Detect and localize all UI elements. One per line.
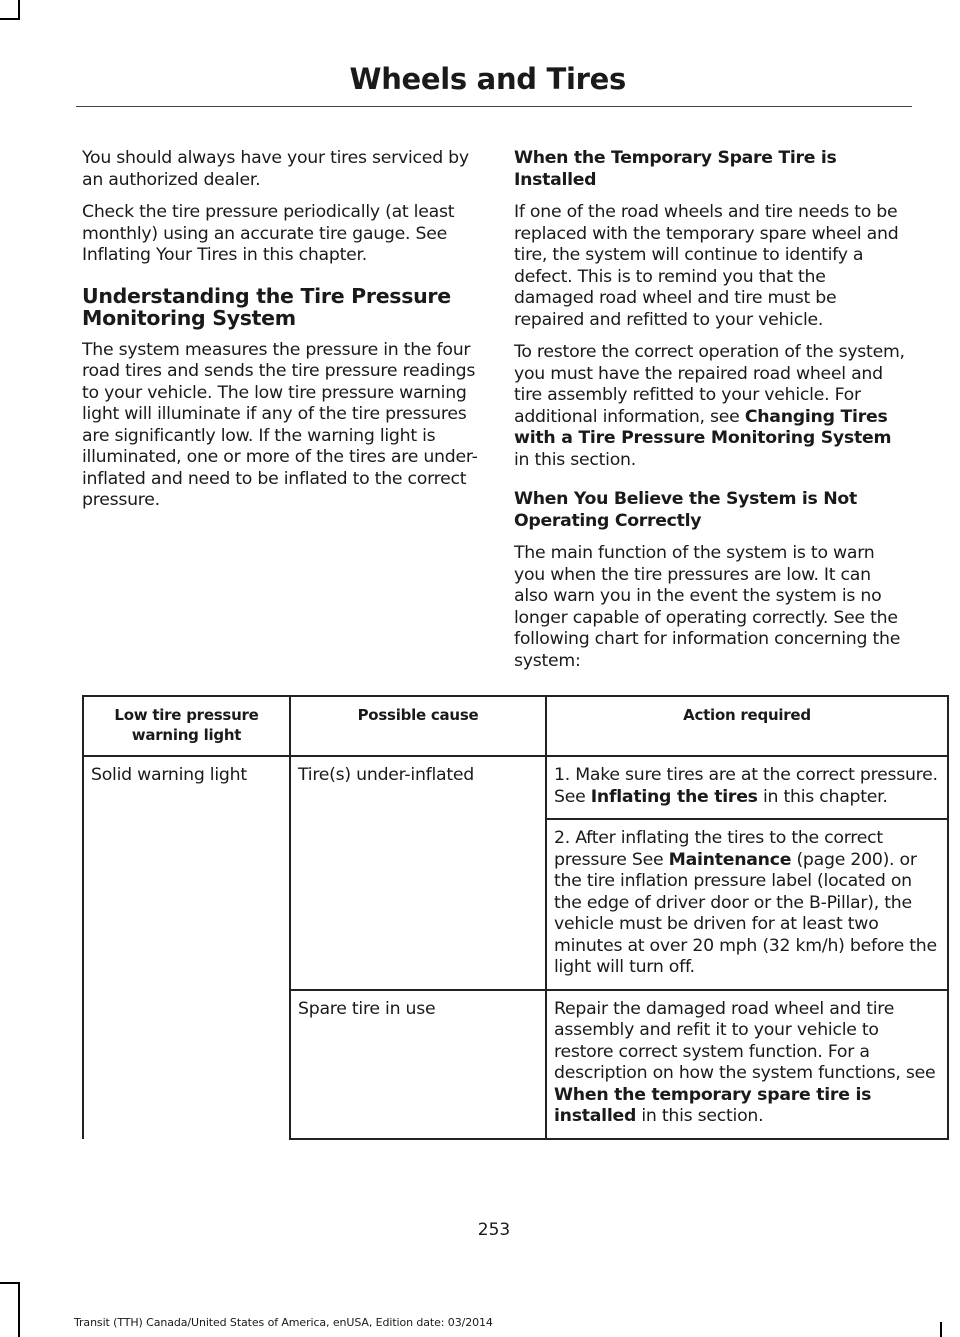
cross-reference-link[interactable]: Maintenance bbox=[668, 849, 792, 870]
footer-text: Transit (TTH) Canada/United States of America, enUSA, Edition date: 03/2014 bbox=[74, 1316, 493, 1329]
right-column bbox=[514, 148, 910, 683]
crop-mark bbox=[18, 1282, 20, 1337]
column-header: Possible cause bbox=[290, 696, 546, 756]
crop-mark bbox=[0, 1282, 20, 1284]
table-row bbox=[83, 756, 948, 819]
crop-mark bbox=[940, 1322, 942, 1337]
text: 2. After inflating the tires to the correct pressure See bbox=[554, 828, 883, 870]
page-title: Wheels and Tires bbox=[349, 62, 626, 96]
table-cell bbox=[546, 990, 948, 1139]
paragraph: Check the tire pressure periodically (at least monthly) using an accurate tire gauge. See Inflating Your Tires in this chapter. bbox=[82, 202, 455, 265]
tpms-table bbox=[82, 695, 949, 1140]
cross-reference-link[interactable]: Inflating the tires bbox=[590, 786, 758, 807]
table-cell: Spare tire in use bbox=[290, 990, 546, 1139]
paragraph: The main function of the system is to warn you when the tire pressures are low. It can also warn you in the event the system is no longer capable of operating correctly. See the following chart for information concerning the system: bbox=[514, 543, 901, 671]
cross-reference-link[interactable]: When the temporary spare tire is installed bbox=[554, 1084, 872, 1126]
page-number: 253 bbox=[477, 1220, 511, 1240]
cross-reference-link[interactable]: Changing Tires with a Tire Pressure Monitoring System bbox=[514, 406, 892, 448]
paragraph: The system measures the pressure in the four road tires and sends the tire pressure readings to your vehicle. The low tire pressure warning light will illuminate if any of the tire pressures are significantly low. If the warning light is illuminated, one or more of the tires are under-inflated and need to be inflated to the correct pressure. bbox=[82, 339, 478, 510]
section-heading: When You Believe the System is Not Operating Correctly bbox=[514, 489, 857, 531]
paragraph: If one of the road wheels and tire needs to be replaced with the temporary spare wheel and tire, the system will continue to identify a defect. This is to remind you that the damaged road wheel and tire must be repaired and refitted to your vehicle. bbox=[514, 202, 899, 330]
column-header: Low tire pressure warning light bbox=[83, 696, 290, 756]
text: Repair the damaged road wheel and tire assembly and refit it to your vehicle to restore correct system function. For a description on how the system functions, see bbox=[554, 998, 936, 1083]
table-cell bbox=[546, 756, 948, 819]
table-header-row bbox=[83, 696, 948, 756]
section-heading: Understanding the Tire Pressure Monitoring System bbox=[82, 283, 451, 330]
text: 1. Make sure tires are at the correct pressure. See bbox=[554, 765, 938, 807]
column-header: Action required bbox=[546, 696, 948, 756]
text: in this section. bbox=[641, 1106, 764, 1126]
text: in this section. bbox=[514, 449, 637, 470]
table-cell: Tire(s) under-inflated bbox=[290, 756, 546, 990]
crop-mark bbox=[18, 0, 20, 20]
table-cell bbox=[546, 819, 948, 990]
text: To restore the correct operation of the system, you must have the repaired road wheel and tire assembly refitted to your vehicle. For additional information, see bbox=[514, 342, 905, 427]
text: in this chapter. bbox=[762, 786, 888, 807]
text: (page 200). or the tire inflation pressure label (located on the edge of driver door or the B-Pillar), the vehicle must be driven for at least two minutes at over 20 mph (32 km/h) before the light will turn off. bbox=[554, 849, 937, 977]
left-column bbox=[82, 148, 478, 523]
paragraph: You should always have your tires serviced by an authorized dealer. bbox=[82, 148, 469, 190]
paragraph bbox=[514, 342, 910, 471]
header-divider bbox=[76, 106, 912, 107]
section-heading: When the Temporary Spare Tire is Installed bbox=[514, 148, 837, 190]
crop-mark bbox=[0, 18, 20, 20]
table-cell: Solid warning light bbox=[83, 756, 290, 1139]
